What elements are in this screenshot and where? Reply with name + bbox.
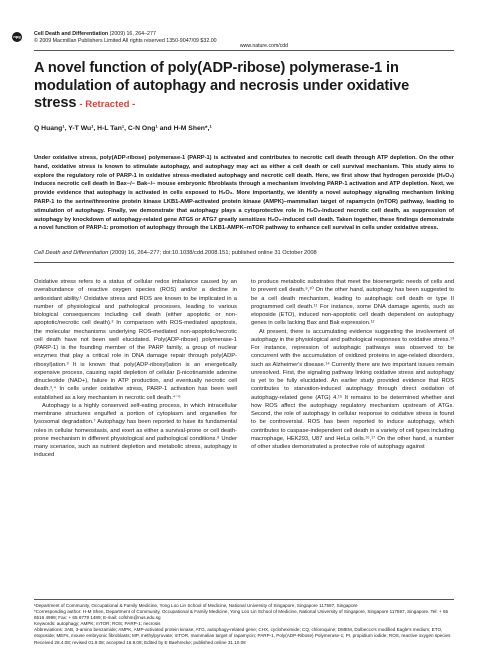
article-title (34, 60, 454, 114)
body-paragraph: At present, there is accumulating evidence suggesting the involvement of autophagy in the physiological and pathological responses to oxidative stress.¹³ For instance, repression of autophagic pathways was observed to be concurrent with the accumulation of oxidized proteins in age-related disorders, such as Alzheimer's disease.¹⁴ Currently there are two important issues remain unresolved. First, the signaling pathway linking oxidative stress and autophagy is yet to be fully elucidated. An earlier study provided evidence that ROS contributes to starvation-induced autophagy through direct oxidation of autophagy-related gene (ATG) 4.¹⁵ It remains to be determined whether and how ROS affect the autophagy regulatory mechanism upstream of ATGs. Second, the role of autophagy in cellular response to oxidative stress is found to be controversial. ROS has been reported to induce autophagy, which contributes to caspase-independent cell death in a variety of cell types including macrophage, HEK293, U87 and HeLa cells.¹⁶,¹⁷ On the other hand, a number of other studies demonstrated a protective role of autophagy against (251, 328, 454, 450)
journal-name: Cell Death and Differentiation (34, 31, 109, 37)
publisher-logo-text: npg (13, 34, 21, 39)
journal-line (34, 31, 264, 38)
body-paragraph: to produce metabolic substrates that meet the bioenergetic needs of cells and to prevent cell death.⁹,¹⁰ On the other hand, autophagy has been suggested to be a cell death mechanism, leading to autophagic cell death or type II programmed cell death.¹¹ For instance, some DNA damage agents, such as etoposide (ETO), induced non-apoptotic cell death dependent on autophagy genes in cells lacking Bax and Bak expression.¹² (251, 279, 454, 327)
copyright-line: © 2009 Macmillan Publishers Limited All rights reserved 1350-9047/09 $32.00 (34, 38, 217, 44)
body-paragraph: Oxidative stress refers to a status of cellular redox imbalance caused by an overabundance of reactive oxygen species (ROS) and/or a decline in antioxidant ability.¹ Oxidative stress and ROS are known to be implicated in a number of physiological and pathological processes, leading to various biological consequences including cell death (either apoptotic or non-apoptotic/necrotic cell death).² In comparison with ROS-mediated apoptosis, the molecular mechanisms underlying ROS-mediated non-apoptotic/necrotic cell death have not been well elucidated. Poly(ADP-ribose) polymerase-1 (PARP-1) is the founding member of the PARP family, a group of nuclear enzymes that play a critical role in DNA damage repair through poly(ADP-ribosyl)ation.³ It is known that poly(ADP-ribosyl)ation is an energetically expensive process, causing rapid depletion of cellular β-nicotinamide adenine dinucleotide (NAD+), failure in ATP production, and eventually necrotic cell death.³,⁴ In cells under oxidative stress, PARP-1 activation has been well established as a key mechanism in necrotic cell death.⁴⁻⁶ (34, 279, 237, 401)
affiliation-note: ¹Department of Community, Occupational & Family Medicine, Yong Loo Lin School of Medicine, National University of Singapore, Singapore 117597, Singapore (34, 603, 358, 608)
header-divider (34, 50, 454, 51)
citation-details: (2009) 16, 264–277; doi:10.1038/cdd.2008.151; published online 31 October 2008 (109, 250, 317, 256)
keywords-note: Keywords: autophagy; AMPK; mTOR; ROS; PARP-1; necrosis (34, 621, 161, 627)
correspondence-note: *Corresponding author: H-M Shen, Department of Community, Occupational & Family Medicine, Yong Loo Lin School of Medicine, National University of Singapore, Singapore 117597, Singapore. Tel: + 65 6516 4998; Fax: + 65 6779 1489; E-mail: cofshm@nus.edu.sg (34, 609, 449, 621)
publisher-logo (12, 32, 22, 42)
body-column-right (251, 278, 454, 451)
footnote-divider (34, 599, 454, 600)
body-column-left (34, 278, 237, 460)
abstract: Under oxidative stress, poly(ADP-ribose) polymerase-1 (PARP-1) is activated and contributes to necrotic cell death through ATP depletion. On the other hand, oxidative stress is known to stimulate autophagy, and autophagy may act as either a cell death or cell survival mechanism. This study aims to explore the regulatory role of PARP-1 in oxidative stress-mediated autophagy and necrotic cell death. Here, we first show that hydrogen peroxide (H₂O₂) induces necrotic cell death in Bax−/− Bak−/− mouse embryonic fibroblasts through a mechanism involving PARP-1 activation and ATP depletion. Next, we provide evidence that autophagy is activated in cells exposed to H₂O₂. More importantly, we identify a novel autophagy signaling mechanism linking PARP-1 to the serine/threonine protein kinase LKB1-AMP-activated protein kinase (AMPK)–mammalian target of rapamycin (mTOR) pathway, leading to stimulation of autophagy. Finally, we demonstrate that autophagy plays a cytoprotective role in H₂O₂-induced necrotic cell death, as suppression of autophagy by knockdown of autophagy-related gene ATG5 or ATG7 greatly sensitizes H₂O₂-induced cell death. Taken together, these findings demonstrate a novel function of PARP-1: promotion of autophagy through the LKB1-AMPK–mTOR pathway to enhance cell survival in cells under oxidative stress. (34, 155, 454, 232)
footnotes (34, 603, 454, 646)
abstract-divider (34, 262, 454, 263)
abbreviations-note: Abbreviations: 3AB, 3-amino benzamide; AMPK, AMP-activated protein kinase; ATG, autophagy-related gene; CHX, cycloheximide; CQ, chloroquine; DMEM, Dulbecco's modified Eagle's medium; ETO, etoposide; MEFs, mouse embryonic fibroblasts; MP, methylpyruvate; mTOR, mammalian target of rapamycin; PARP-1, Poly(ADP-Ribose) Polymerase-1; PI, propidium iodide; ROS, reactive oxygen species (34, 627, 451, 639)
body-paragraph: Autophagy is a highly conserved self-eating process, in which intracellular membrane structures engulfed a portion of cytoplasm and organelles for lysosomal degradation.⁷ Autophagy has been reported to have its fundamental roles in cellular homeostasis, and exert as either a survival-prone or cell death-prone mechanism in different physiological and pathological conditions.⁸ Under many scenarios, such as nutrient depletion and metabolic stress, autophagy is induced (34, 402, 237, 459)
retracted-label: - Retracted - (79, 99, 136, 110)
citation-journal: Cell Death and Differentiation (34, 250, 109, 256)
title-text: A novel function of poly(ADP-ribose) polymerase-1 in modulation of autophagy and necrosis under oxidative stress (34, 60, 410, 111)
received-note: Received 28.4.08; revised 01.9.08; accepted 16.9.08; Edited by E Baehrecke; published online 31.10.08 (34, 639, 246, 645)
author-list: Q Huang¹, Y-T Wu¹, H-L Tan¹, C-N Ong¹ and H-M Shen*,¹ (34, 125, 212, 132)
journal-details: (2009) 16, 264–277 (109, 31, 156, 37)
citation-line (34, 250, 474, 256)
journal-url[interactable]: www.nature.com/cdd (239, 43, 289, 49)
